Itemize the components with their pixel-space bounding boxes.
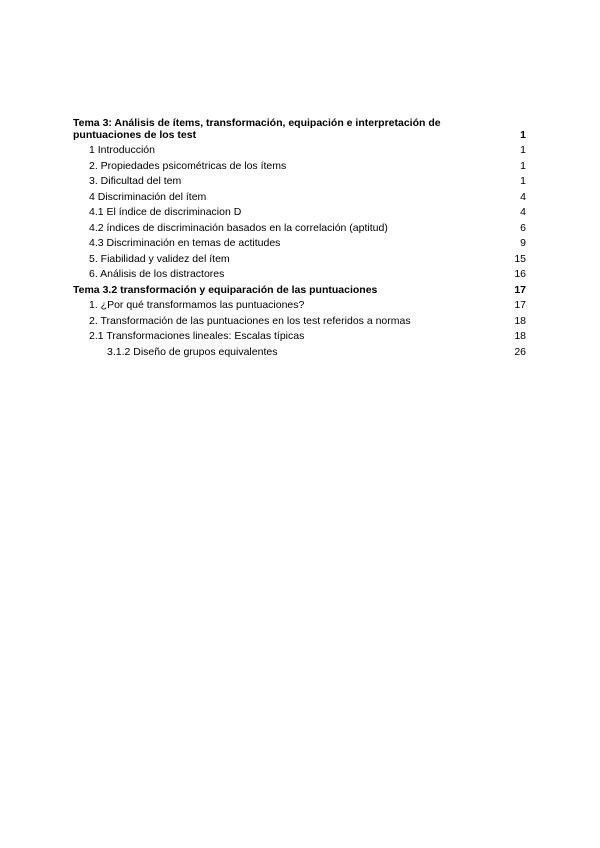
toc-entry-title: 6. Análisis de los distractores bbox=[89, 268, 225, 280]
toc-entry[interactable] bbox=[73, 314, 526, 330]
toc-entry[interactable] bbox=[73, 267, 526, 283]
toc-entry-title: 4.3 Discriminación en temas de actitudes bbox=[89, 237, 281, 249]
toc-entry[interactable] bbox=[73, 221, 526, 237]
toc-entry-title: 4.1 El índice de discriminacion D bbox=[89, 206, 242, 218]
toc-entry-title: 2.1 Transformaciones lineales: Escalas típicas bbox=[89, 330, 305, 342]
toc-entry-page: 6 bbox=[520, 221, 526, 234]
toc-entry-page: 17 bbox=[514, 283, 526, 296]
toc-entry-page: 4 bbox=[520, 206, 526, 218]
table-of-contents bbox=[73, 117, 526, 360]
toc-entry-title: 2. Propiedades psicométricas de los ítems bbox=[89, 159, 287, 172]
toc-entry-title: 2. Transformación de las puntuaciones en los test referidos a normas bbox=[89, 314, 411, 327]
toc-entry-title: 5. Fiabilidad y validez del ítem bbox=[89, 252, 230, 265]
toc-entry[interactable] bbox=[73, 298, 526, 314]
toc-entry[interactable] bbox=[73, 252, 526, 268]
toc-entry-title: 4.2 índices de discriminación basados en la correlación (aptitud) bbox=[89, 221, 388, 234]
toc-entry-page: 1 bbox=[520, 175, 526, 187]
toc-entry-page: 9 bbox=[520, 237, 526, 249]
toc-entry-title: 3.1.2 Diseño de grupos equivalentes bbox=[107, 345, 278, 358]
toc-entry-page: 18 bbox=[514, 330, 526, 342]
toc-entry-page: 26 bbox=[514, 345, 526, 358]
toc-entry[interactable] bbox=[73, 329, 526, 345]
toc-entry[interactable] bbox=[73, 345, 526, 361]
toc-entry-page: 1 bbox=[520, 144, 526, 156]
toc-entry[interactable] bbox=[73, 205, 526, 221]
toc-entry[interactable] bbox=[73, 190, 526, 206]
toc-entry-page: 4 bbox=[520, 190, 526, 203]
toc-entry-page: 1 bbox=[520, 159, 526, 172]
toc-entry-page: 18 bbox=[514, 314, 526, 327]
toc-entry-page: 1 bbox=[520, 128, 526, 141]
toc-entry-title: Tema 3.2 transformación y equiparación de las puntuaciones bbox=[73, 284, 378, 296]
toc-entry-title: 1 Introducción bbox=[89, 144, 155, 156]
toc-entry-title: Tema 3: Análisis de ítems, transformación, equipación e interpretación de puntuaciones de los test bbox=[73, 117, 441, 141]
toc-entry-page: 15 bbox=[514, 252, 526, 265]
toc-entry-title: 4 Discriminación del ítem bbox=[89, 190, 207, 203]
toc-entry-tema-3[interactable] bbox=[73, 117, 526, 143]
toc-entry-page: 16 bbox=[514, 268, 526, 280]
toc-entry[interactable] bbox=[73, 159, 526, 175]
toc-entry-tema-3-2[interactable] bbox=[73, 283, 526, 299]
toc-entry[interactable] bbox=[73, 236, 526, 252]
toc-entry-title: 1. ¿Por qué transformamos las puntuaciones? bbox=[89, 299, 305, 311]
toc-entry[interactable] bbox=[73, 174, 526, 190]
toc-entry-page: 17 bbox=[514, 299, 526, 311]
toc-entry-title: 3. Dificultad del tem bbox=[89, 175, 182, 187]
toc-entry[interactable] bbox=[73, 143, 526, 159]
